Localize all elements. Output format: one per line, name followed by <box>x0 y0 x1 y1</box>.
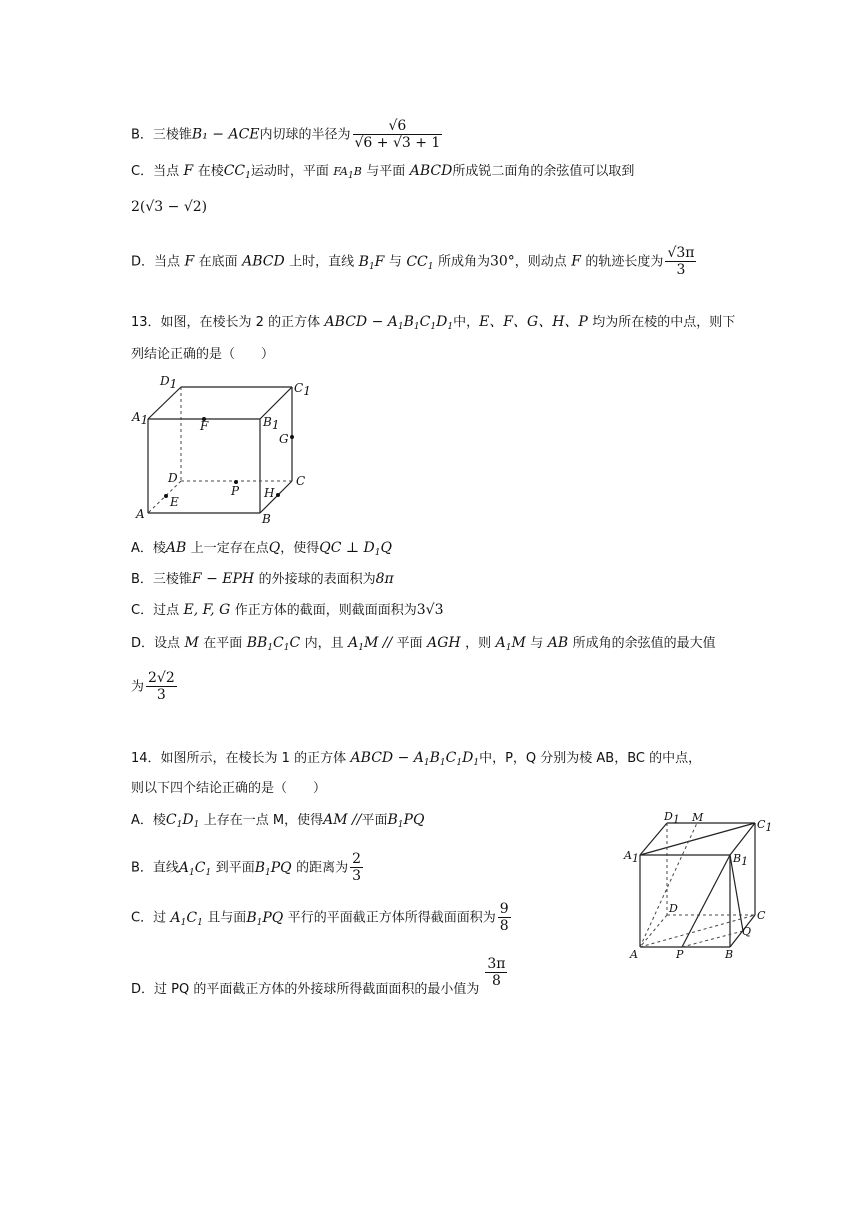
svg-text:D1: D1 <box>664 810 680 826</box>
q14-d-label: D．过 PQ 的平面截正方体的外接球所得截面面积的最小值为 <box>131 982 480 997</box>
q13-stem <box>131 312 735 333</box>
q13-d-den: 3 <box>156 687 166 703</box>
q14-c-den: 8 <box>499 918 509 934</box>
q12-c-value: 2(√3 − √2) <box>131 199 208 215</box>
q12-d-angle: 30° <box>489 253 515 270</box>
svg-text:B: B <box>262 512 271 526</box>
q12-b-label: B．三棱锥 <box>131 127 192 143</box>
svg-text:C1: C1 <box>757 818 773 834</box>
svg-text:A: A <box>630 948 638 961</box>
q12-d-text4: 所成角为 <box>437 254 490 270</box>
q12-c-text4: 所成锐二面角的余弦值可以取到 <box>452 164 635 179</box>
q12-d-text6: 的轨迹长度为 <box>585 254 664 270</box>
q13-stem-1: 13．如图，在棱长为 2 的正方体 <box>131 315 321 330</box>
q13-d-text3: 平面 <box>396 636 423 651</box>
q12-b-fraction <box>353 118 443 151</box>
svg-text:D: D <box>168 471 178 485</box>
q13-d-text4: ，则 <box>465 636 492 651</box>
svg-text:F: F <box>200 419 209 433</box>
q13-d-text2: 内，且 <box>304 636 344 651</box>
q13-d-fraction <box>146 670 177 703</box>
q14-c-plane: $B_1PQ$ <box>246 909 284 928</box>
q13-option-a <box>131 538 392 559</box>
q14-c-text1: 且与面 <box>207 910 247 926</box>
q12-option-c <box>131 161 634 182</box>
q13-d-agh: AGH <box>427 635 461 651</box>
q14-option-d <box>131 956 509 1000</box>
q14-b-plane: $B_1PQ$ <box>254 859 292 878</box>
q14-option-c <box>131 901 513 934</box>
q13-a-edge: AB <box>165 540 187 556</box>
q13-d-line2: 为 <box>131 679 145 695</box>
q14-cube-figure <box>622 808 782 966</box>
q14-a-plane: $B_1PQ$ <box>387 812 425 830</box>
q12-b-den: √6 + √3 + 1 <box>354 135 441 151</box>
q13-a-point: Q <box>268 540 281 556</box>
q13-cube-figure <box>128 370 318 530</box>
q14-option-b <box>131 851 365 884</box>
q13-d-num: 2√2 <box>148 670 175 686</box>
q13-d-text6: 所成角的余弦值的最大值 <box>572 636 716 651</box>
q13-a-label: A．棱 <box>131 541 166 556</box>
q14-stem-2: 中，P，Q 分别为棱 AB，BC 的中点， <box>479 751 702 766</box>
svg-text:D: D <box>669 902 678 915</box>
q13-c-value: 3√3 <box>416 602 444 618</box>
q14-c-label: C．过 <box>131 910 167 926</box>
q14-c-fraction <box>498 901 511 934</box>
svg-text:B1: B1 <box>263 415 280 432</box>
q13-b-label: B．三棱锥 <box>131 572 192 587</box>
q12-option-c-value <box>131 197 207 217</box>
q12-c-abcd: ABCD <box>409 163 453 179</box>
q14-cube: ABCD − $A_1B_1C_1D_1$ <box>350 750 480 768</box>
q13-d-plane: $BB_1C_1C$ <box>246 635 301 653</box>
q12-c-edge: $CC_1$ <box>223 163 251 181</box>
q12-d-point2: F <box>571 253 581 270</box>
q14-a-text1: 上存在一点 M，使得 <box>203 813 324 828</box>
q14-b-text1: 到平面 <box>215 860 255 876</box>
q14-a-edge: $C_1D_1$ <box>165 812 200 830</box>
q12-d-text5: ，则动点 <box>514 254 567 270</box>
q13-a-text1: 上一定存在点 <box>190 541 269 556</box>
q12-d-line: $B_1F$ <box>358 253 385 272</box>
q13-b-value: 8π <box>375 571 394 587</box>
svg-text:B: B <box>725 948 734 961</box>
q12-d-text2: 上时，直线 <box>289 254 355 270</box>
q13-a-expr: QC ⊥ $D_1Q$ <box>319 540 392 558</box>
q12-b-text: 内切球的半径为 <box>259 127 351 143</box>
q12-d-text3: 与 <box>388 254 402 270</box>
svg-text:P: P <box>676 948 684 961</box>
q14-d-num: 3π <box>487 956 506 972</box>
q14-b-den: 3 <box>352 868 362 884</box>
q13-b-text: 的外接球的表面积为 <box>258 572 376 587</box>
q12-option-b <box>131 118 444 151</box>
q13-option-d-line2 <box>131 670 179 703</box>
q13-d-point: M <box>184 635 199 651</box>
q12-d-den: 3 <box>676 262 686 278</box>
q13-cube: ABCD − $A_1B_1C_1D_1$ <box>324 314 454 332</box>
q13-stem-line2 <box>131 344 274 365</box>
q13-stem-points: E、F、G、H、P <box>479 314 588 330</box>
q14-a-text2: 平面 <box>361 813 388 828</box>
q12-d-label: D．当点 <box>131 254 181 270</box>
q13-stem-line2-text: 列结论正确的是（ ） <box>131 347 275 362</box>
q12-c-label: C．当点 <box>131 164 180 179</box>
q12-b-expr: B₁ − ACE <box>191 126 260 143</box>
q12-d-point: F <box>184 253 195 270</box>
q13-c-text: 作正方体的截面，则截面面积为 <box>234 603 417 618</box>
q13-d-ab: AB <box>547 635 569 651</box>
svg-text:C: C <box>757 909 766 922</box>
svg-text:A: A <box>136 507 145 521</box>
q12-c-point: F <box>183 163 194 179</box>
q13-d-text5: 与 <box>530 636 544 651</box>
svg-text:B1: B1 <box>733 852 749 868</box>
q14-b-fraction <box>350 851 363 884</box>
q12-d-base: ABCD <box>242 253 285 270</box>
svg-text:A1: A1 <box>132 410 149 427</box>
q13-b-expr: F − EPH <box>191 571 255 587</box>
q12-c-text1: 在棱 <box>197 164 224 179</box>
svg-text:P: P <box>231 484 240 498</box>
q13-option-d <box>131 633 716 654</box>
q14-b-line: $A_1C_1$ <box>178 859 212 878</box>
svg-text:H: H <box>264 486 275 500</box>
q13-stem-3: 均为所在棱的中点，则下 <box>592 315 736 330</box>
q14-c-num: 9 <box>499 901 509 917</box>
q14-stem-line2 <box>131 778 326 799</box>
q13-a-text2: ，使得 <box>280 541 320 556</box>
q14-stem-line2-text: 则以下四个结论正确的是（ ） <box>131 781 327 796</box>
q12-b-num: √6 <box>353 118 443 135</box>
q14-c-line: $A_1C_1$ <box>170 909 203 928</box>
q13-c-points: E, F, G <box>183 602 231 618</box>
q14-b-text2: 的距离为 <box>296 860 349 876</box>
q12-d-edge: $CC_1$ <box>406 253 434 272</box>
svg-text:D1: D1 <box>160 374 178 391</box>
q14-d-den: 8 <box>491 973 501 989</box>
q12-option-d <box>131 245 698 278</box>
q12-d-fraction <box>665 245 696 278</box>
q13-d-label: D．设点 <box>131 636 181 651</box>
svg-text:C1: C1 <box>294 381 311 398</box>
svg-text:M: M <box>692 811 704 824</box>
q12-c-plane: $FA_1B$ <box>333 165 362 181</box>
q13-d-a1m: $A_1M$ <box>495 635 526 653</box>
q14-d-fraction <box>485 956 507 989</box>
q12-d-num: √3π <box>667 245 695 261</box>
q13-c-label: C．过点 <box>131 603 180 618</box>
q14-option-a <box>131 810 424 831</box>
q14-stem <box>131 748 701 769</box>
q13-d-text1: 在平面 <box>203 636 243 651</box>
q14-a-am: AM // <box>323 812 362 828</box>
q12-c-text2: 运动时，平面 <box>250 164 329 179</box>
q14-a-label: A．棱 <box>131 813 166 828</box>
q14-stem-1: 14．如图所示，在棱长为 1 的正方体 <box>131 751 347 766</box>
q12-c-text3: 与平面 <box>366 164 406 179</box>
q14-c-text2: 平行的平面截正方体所得截面面积为 <box>287 910 496 926</box>
q12-d-text1: 在底面 <box>198 254 238 270</box>
svg-text:A1: A1 <box>624 849 639 865</box>
svg-text:G: G <box>279 432 289 446</box>
svg-text:E: E <box>170 495 179 509</box>
svg-text:Q: Q <box>742 925 752 938</box>
svg-text:C: C <box>296 474 306 488</box>
q13-d-expr: $A_1M$ // <box>348 635 397 653</box>
q14-b-label: B．直线 <box>131 860 179 876</box>
q14-b-num: 2 <box>352 851 362 867</box>
q13-option-c <box>131 600 444 621</box>
q13-option-b <box>131 569 394 590</box>
q13-stem-2: 中， <box>453 315 480 330</box>
